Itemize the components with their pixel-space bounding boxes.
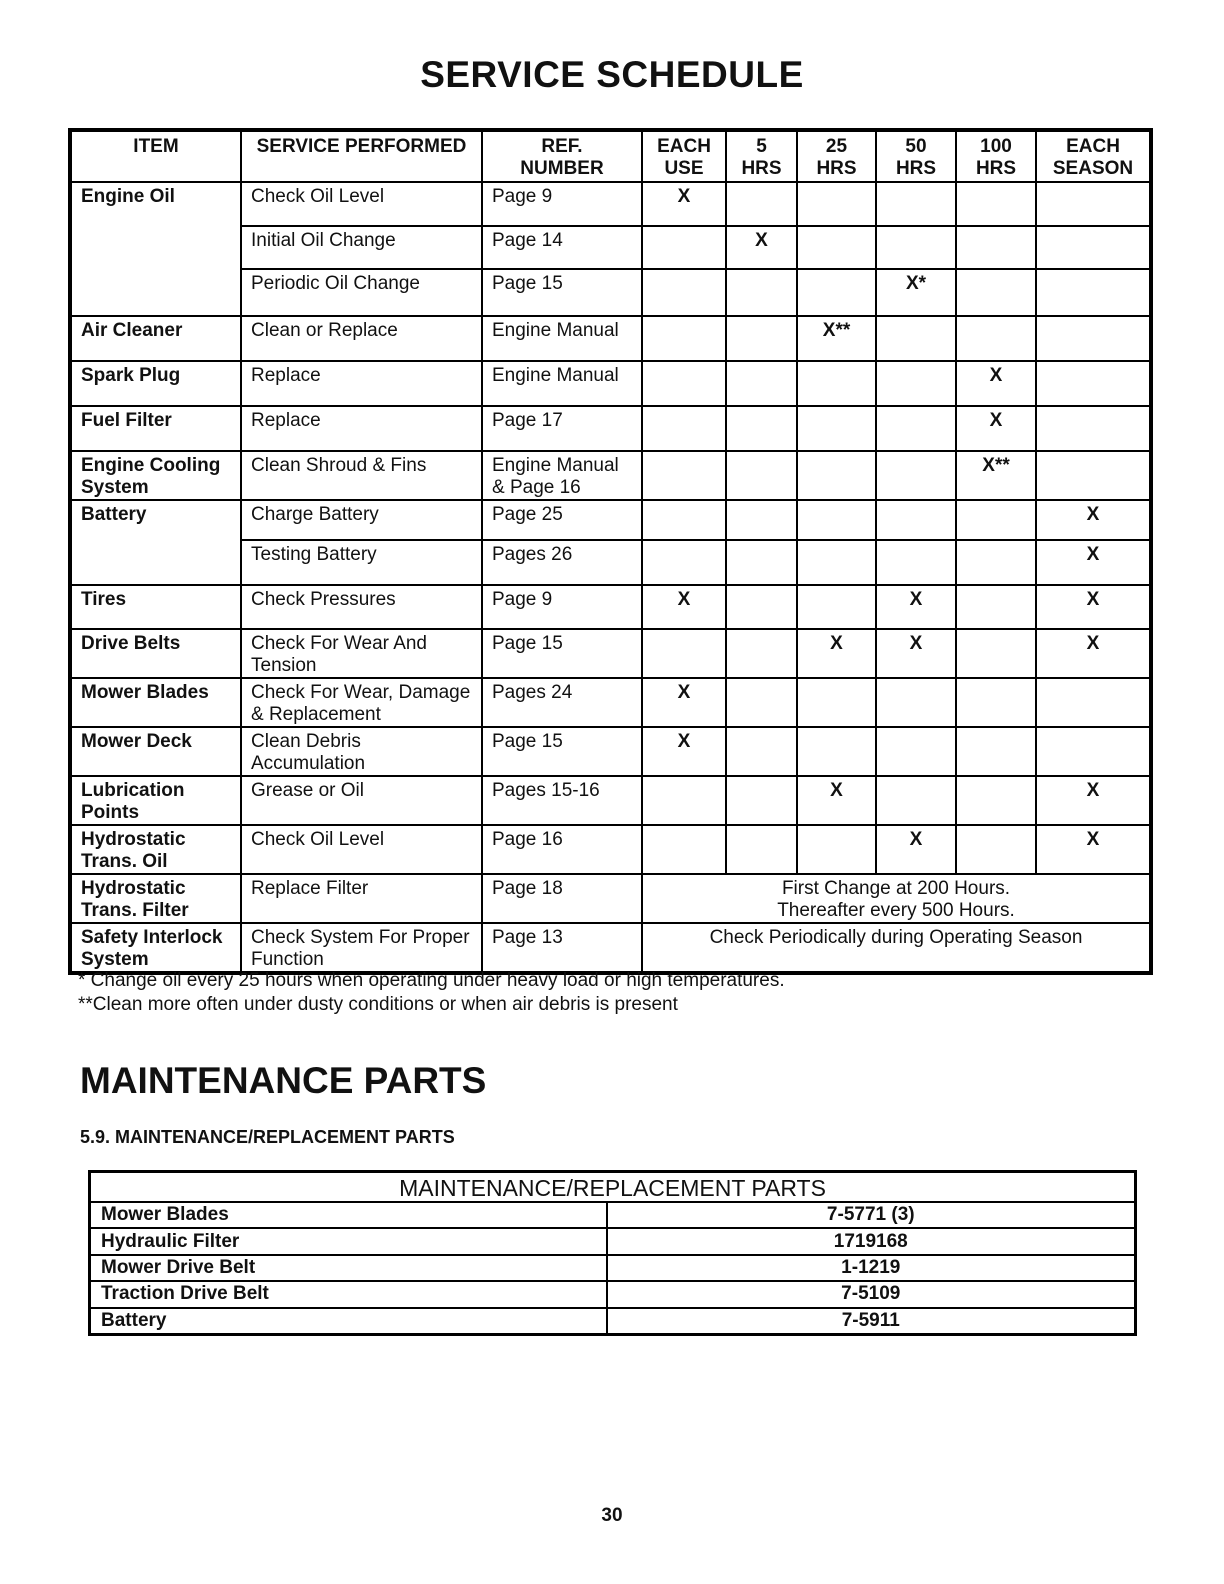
service-cell: Check System For Proper Function [241, 923, 482, 973]
table-row [70, 825, 1151, 874]
mark-100-hrs [956, 226, 1036, 269]
mark-100-hrs [956, 500, 1036, 540]
table-row [70, 678, 1151, 727]
item-cell: Mower Deck [70, 727, 241, 776]
ref-cell: Page 15 [482, 727, 642, 776]
ref-cell: Page 15 [482, 629, 642, 678]
mark-each-use [642, 451, 726, 500]
mark-5-hrs [726, 182, 797, 226]
part-name: Mower Blades [90, 1202, 607, 1228]
mark-each-use [642, 226, 726, 269]
mark-each-season: X [1036, 825, 1151, 874]
mark-5-hrs: X [726, 226, 797, 269]
mark-25-hrs [797, 678, 876, 727]
header-item: ITEM [70, 130, 241, 182]
ref-cell: Page 9 [482, 585, 642, 629]
mark-50-hrs [876, 678, 956, 727]
mark-5-hrs [726, 500, 797, 540]
service-cell: Replace [241, 406, 482, 451]
mark-100-hrs [956, 585, 1036, 629]
mark-100-hrs: X [956, 406, 1036, 451]
service-cell: Check Oil Level [241, 182, 482, 226]
mark-25-hrs [797, 727, 876, 776]
mark-each-use [642, 269, 726, 316]
ref-cell: Page 18 [482, 874, 642, 923]
mark-100-hrs [956, 825, 1036, 874]
mark-100-hrs: X** [956, 451, 1036, 500]
mark-25-hrs [797, 451, 876, 500]
mark-each-season [1036, 451, 1151, 500]
table-row [70, 585, 1151, 629]
mark-5-hrs [726, 540, 797, 585]
table-row [70, 727, 1151, 776]
parts-table-title: MAINTENANCE/REPLACEMENT PARTS [90, 1172, 1136, 1203]
mark-each-use [642, 500, 726, 540]
page-number: 30 [601, 1505, 623, 1526]
service-cell: Grease or Oil [241, 776, 482, 825]
mark-each-season [1036, 269, 1151, 316]
mark-50-hrs: X* [876, 269, 956, 316]
mark-each-season [1036, 727, 1151, 776]
service-cell: Check For Wear And Tension [241, 629, 482, 678]
service-cell: Check For Wear, Damage & Replacement [241, 678, 482, 727]
interval-note-cell: Check Periodically during Operating Season [642, 923, 1151, 973]
mark-25-hrs [797, 540, 876, 585]
mark-5-hrs [726, 727, 797, 776]
mark-each-use [642, 361, 726, 406]
mark-50-hrs [876, 182, 956, 226]
ref-cell: Pages 26 [482, 540, 642, 585]
mark-5-hrs [726, 585, 797, 629]
part-number: 7-5109 [607, 1281, 1136, 1307]
mark-each-season: X [1036, 776, 1151, 825]
table-row [90, 1255, 1136, 1281]
part-name: Mower Drive Belt [90, 1255, 607, 1281]
mark-100-hrs [956, 776, 1036, 825]
table-row [70, 776, 1151, 825]
header-50-hrs: 50 HRS [876, 130, 956, 182]
part-name: Traction Drive Belt [90, 1281, 607, 1307]
mark-5-hrs [726, 406, 797, 451]
mark-each-season [1036, 182, 1151, 226]
item-cell: Drive Belts [70, 629, 241, 678]
mark-5-hrs [726, 316, 797, 361]
mark-25-hrs: X** [797, 316, 876, 361]
service-cell: Clean or Replace [241, 316, 482, 361]
mark-each-season: X [1036, 585, 1151, 629]
interval-note-cell: First Change at 200 Hours. Thereafter every 500 Hours. [642, 874, 1151, 923]
footnote-dusty: **Clean more often under dusty conditions or when air debris is present [78, 994, 678, 1015]
item-cell: Lubrication Points [70, 776, 241, 825]
table-row [90, 1281, 1136, 1307]
mark-5-hrs [726, 678, 797, 727]
item-cell: Hydrostatic Trans. Oil [70, 825, 241, 874]
ref-cell: Page 14 [482, 226, 642, 269]
mark-each-use: X [642, 678, 726, 727]
mark-25-hrs [797, 500, 876, 540]
header-service: SERVICE PERFORMED [241, 130, 482, 182]
mark-25-hrs [797, 269, 876, 316]
mark-50-hrs [876, 361, 956, 406]
ref-cell: Page 15 [482, 269, 642, 316]
service-schedule-table [68, 128, 1153, 975]
ref-cell: Pages 15-16 [482, 776, 642, 825]
table-row [90, 1228, 1136, 1254]
item-cell: Engine Cooling System [70, 451, 241, 500]
mark-100-hrs [956, 678, 1036, 727]
header-100-hrs: 100 HRS [956, 130, 1036, 182]
mark-each-use: X [642, 727, 726, 776]
header-each-season: EACH SEASON [1036, 130, 1151, 182]
mark-100-hrs [956, 629, 1036, 678]
mark-100-hrs [956, 727, 1036, 776]
mark-25-hrs [797, 226, 876, 269]
mark-50-hrs [876, 540, 956, 585]
item-cell: Battery [70, 500, 241, 585]
item-cell: Fuel Filter [70, 406, 241, 451]
table-row [70, 923, 1151, 973]
table-row [70, 361, 1151, 406]
table-row [70, 629, 1151, 678]
mark-each-season [1036, 226, 1151, 269]
mark-each-use [642, 776, 726, 825]
mark-5-hrs [726, 361, 797, 406]
mark-100-hrs: X [956, 361, 1036, 406]
table-row [70, 406, 1151, 451]
mark-25-hrs: X [797, 629, 876, 678]
table-row [90, 1202, 1136, 1228]
ref-cell: Page 13 [482, 923, 642, 973]
item-cell: Engine Oil [70, 182, 241, 316]
service-cell: Clean Debris Accumulation [241, 727, 482, 776]
mark-50-hrs [876, 226, 956, 269]
mark-25-hrs [797, 406, 876, 451]
item-cell: Air Cleaner [70, 316, 241, 361]
mark-50-hrs: X [876, 585, 956, 629]
mark-each-use [642, 540, 726, 585]
ref-cell: Pages 24 [482, 678, 642, 727]
table-row [70, 500, 1151, 540]
ref-cell: Page 25 [482, 500, 642, 540]
ref-cell: Engine Manual & Page 16 [482, 451, 642, 500]
mark-each-season: X [1036, 629, 1151, 678]
item-cell: Tires [70, 585, 241, 629]
mark-5-hrs [726, 825, 797, 874]
mark-50-hrs [876, 451, 956, 500]
mark-each-season [1036, 316, 1151, 361]
mark-5-hrs [726, 451, 797, 500]
mark-100-hrs [956, 540, 1036, 585]
mark-each-season: X [1036, 500, 1151, 540]
ref-cell: Page 9 [482, 182, 642, 226]
part-number: 1-1219 [607, 1255, 1136, 1281]
mark-5-hrs [726, 269, 797, 316]
service-cell: Clean Shroud & Fins [241, 451, 482, 500]
mark-50-hrs [876, 316, 956, 361]
parts-title-row [90, 1172, 1136, 1203]
item-cell: Spark Plug [70, 361, 241, 406]
mark-each-use: X [642, 182, 726, 226]
item-cell: Hydrostatic Trans. Filter [70, 874, 241, 923]
mark-50-hrs: X [876, 629, 956, 678]
mark-each-use: X [642, 585, 726, 629]
mark-each-use [642, 406, 726, 451]
ref-cell: Page 17 [482, 406, 642, 451]
table-row [70, 316, 1151, 361]
table-row [70, 451, 1151, 500]
mark-100-hrs [956, 182, 1036, 226]
mark-50-hrs [876, 500, 956, 540]
service-cell: Check Oil Level [241, 825, 482, 874]
table-row [90, 1308, 1136, 1335]
mark-each-season [1036, 361, 1151, 406]
mark-25-hrs [797, 585, 876, 629]
mark-50-hrs [876, 406, 956, 451]
mark-100-hrs [956, 316, 1036, 361]
maintenance-heading: MAINTENANCE PARTS [80, 1060, 487, 1101]
mark-25-hrs [797, 182, 876, 226]
header-each-use: EACH USE [642, 130, 726, 182]
part-name: Battery [90, 1308, 607, 1335]
table-header-row [70, 130, 1151, 182]
mark-each-use [642, 316, 726, 361]
table-row [70, 874, 1151, 923]
maintenance-subheading: 5.9. MAINTENANCE/REPLACEMENT PARTS [80, 1127, 455, 1147]
replacement-parts-table [88, 1170, 1137, 1336]
part-number: 7-5771 (3) [607, 1202, 1136, 1228]
mark-100-hrs [956, 269, 1036, 316]
mark-each-season [1036, 406, 1151, 451]
header-5-hrs: 5 HRS [726, 130, 797, 182]
ref-cell: Page 16 [482, 825, 642, 874]
page-title: SERVICE SCHEDULE [420, 54, 804, 95]
mark-5-hrs [726, 629, 797, 678]
mark-50-hrs [876, 776, 956, 825]
service-cell: Testing Battery [241, 540, 482, 585]
service-cell: Periodic Oil Change [241, 269, 482, 316]
mark-25-hrs [797, 825, 876, 874]
header-ref: REF. NUMBER [482, 130, 642, 182]
mark-50-hrs [876, 727, 956, 776]
mark-each-use [642, 825, 726, 874]
item-cell: Mower Blades [70, 678, 241, 727]
table-row [70, 182, 1151, 226]
mark-25-hrs [797, 361, 876, 406]
part-number: 7-5911 [607, 1308, 1136, 1335]
mark-25-hrs: X [797, 776, 876, 825]
service-cell: Charge Battery [241, 500, 482, 540]
ref-cell: Engine Manual [482, 361, 642, 406]
part-name: Hydraulic Filter [90, 1228, 607, 1254]
mark-5-hrs [726, 776, 797, 825]
header-25-hrs: 25 HRS [797, 130, 876, 182]
mark-50-hrs: X [876, 825, 956, 874]
ref-cell: Engine Manual [482, 316, 642, 361]
item-cell: Safety Interlock System [70, 923, 241, 973]
service-cell: Check Pressures [241, 585, 482, 629]
mark-each-use [642, 629, 726, 678]
service-cell: Replace [241, 361, 482, 406]
mark-each-season: X [1036, 540, 1151, 585]
footnote-oil: * Change oil every 25 hours when operating under heavy load or high temperatures. [78, 970, 785, 991]
mark-each-season [1036, 678, 1151, 727]
part-number: 1719168 [607, 1228, 1136, 1254]
service-cell: Replace Filter [241, 874, 482, 923]
service-cell: Initial Oil Change [241, 226, 482, 269]
